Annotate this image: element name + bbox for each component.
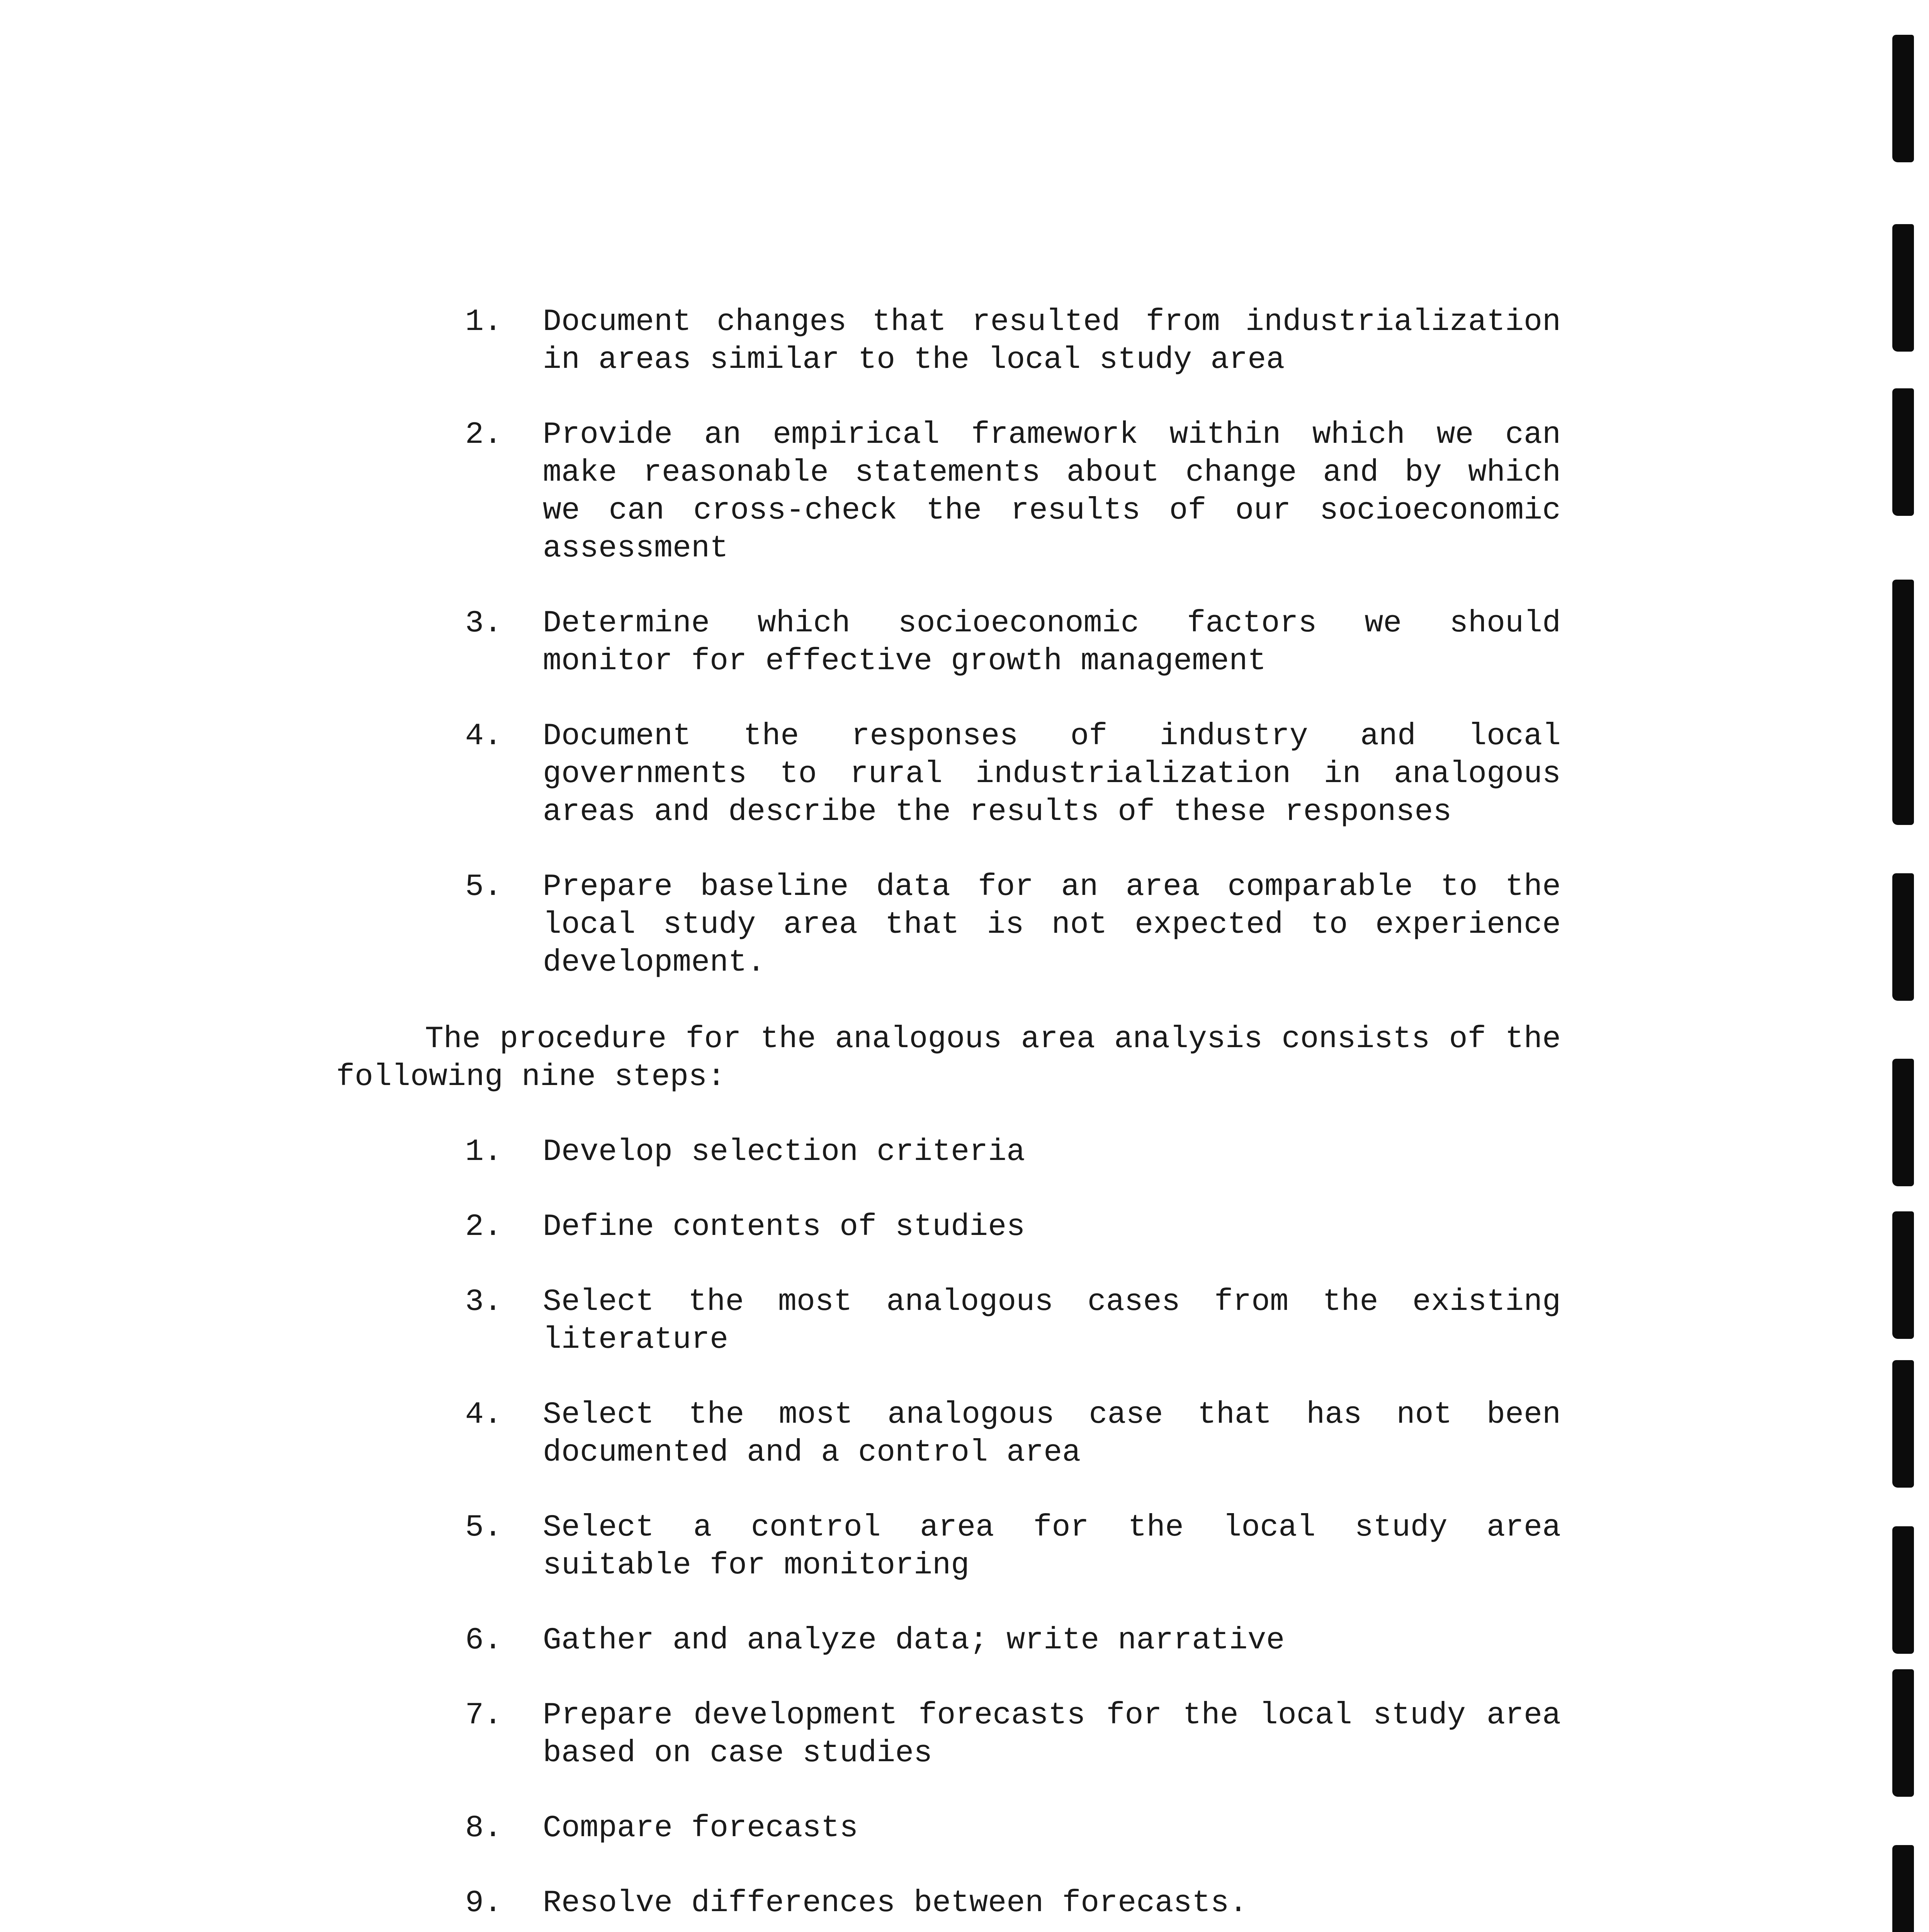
binding-mark — [1892, 697, 1914, 825]
list-item-text: Resolve differences between forecasts. — [543, 1886, 1248, 1921]
list-item-text: Select the most analogous cases from the existing literature — [543, 1284, 1561, 1357]
binding-mark — [1892, 580, 1914, 707]
list-item — [425, 1509, 1561, 1585]
list-item-number: 4. — [465, 1397, 502, 1432]
list-item-number: 2. — [465, 1209, 502, 1245]
list-item-text: Define contents of studies — [543, 1209, 1025, 1245]
binding-mark — [1892, 1059, 1914, 1186]
list-item-text: Select the most analogous case that has not been documented and a control area — [543, 1397, 1561, 1470]
list-item — [425, 1622, 1561, 1660]
list-item-number: 7. — [465, 1698, 502, 1733]
binding-mark — [1892, 35, 1914, 162]
binding-mark — [1892, 388, 1914, 516]
list-item — [425, 416, 1561, 568]
list-item-text: Select a control area for the local study area suitable for monitoring — [543, 1510, 1561, 1583]
steps-list — [336, 1133, 1561, 1922]
list-item — [425, 303, 1561, 379]
list-item — [425, 605, 1561, 680]
list-item-number: 3. — [465, 606, 502, 641]
list-item-number: 1. — [465, 1134, 502, 1170]
list-item — [425, 868, 1561, 982]
list-item-text: Determine which socioeconomic factors we should monitor for effective growth management — [543, 606, 1561, 679]
binding-mark — [1892, 224, 1914, 352]
binding-mark — [1892, 1845, 1914, 1932]
list-item-number: 9. — [465, 1886, 502, 1921]
procedure-intro: The procedure for the analogous area analysis consists of the following nine steps: — [336, 1022, 1561, 1095]
list-item-text: Gather and analyze data; write narrative — [543, 1623, 1285, 1658]
list-item-text: Prepare development forecasts for the local study area based on case studies — [543, 1698, 1561, 1771]
list-item-text: Document the responses of industry and local governments to rural industrialization in analogous areas and describe the results of these responses — [543, 719, 1561, 830]
page-content — [336, 303, 1561, 1932]
list-item — [425, 1697, 1561, 1772]
list-item-number: 3. — [465, 1284, 502, 1320]
list-item — [425, 1283, 1561, 1359]
binding-mark — [1892, 1360, 1914, 1488]
list-item-number: 2. — [465, 417, 502, 452]
list-item — [425, 1208, 1561, 1246]
list-item — [425, 1810, 1561, 1847]
list-item-number: 4. — [465, 719, 502, 754]
list-item — [425, 1396, 1561, 1472]
binding-holes — [1885, 0, 1929, 1932]
list-item-number: 5. — [465, 1510, 502, 1545]
list-item — [425, 1133, 1561, 1171]
list-item-number: 8. — [465, 1811, 502, 1846]
list-item-number: 6. — [465, 1623, 502, 1658]
binding-mark — [1892, 1211, 1914, 1339]
list-item-text: Develop selection criteria — [543, 1134, 1025, 1170]
list-item-number: 5. — [465, 869, 502, 905]
goals-list — [336, 303, 1561, 982]
list-item-number: 1. — [465, 304, 502, 340]
list-item-text: Provide an empirical framework within which we can make reasonable statements about change and by which we can cross-check the results of our socioeconomic assessment — [543, 417, 1561, 566]
list-item-text: Compare forecasts — [543, 1811, 858, 1846]
list-item — [425, 1884, 1561, 1922]
binding-mark — [1892, 1526, 1914, 1654]
binding-mark — [1892, 873, 1914, 1001]
binding-mark — [1892, 1669, 1914, 1797]
list-item — [425, 718, 1561, 831]
list-item-text: Document changes that resulted from industrialization in areas similar to the local study area — [543, 304, 1561, 378]
list-item-text: Prepare baseline data for an area comparable to the local study area that is not expected to experience development. — [543, 869, 1561, 980]
